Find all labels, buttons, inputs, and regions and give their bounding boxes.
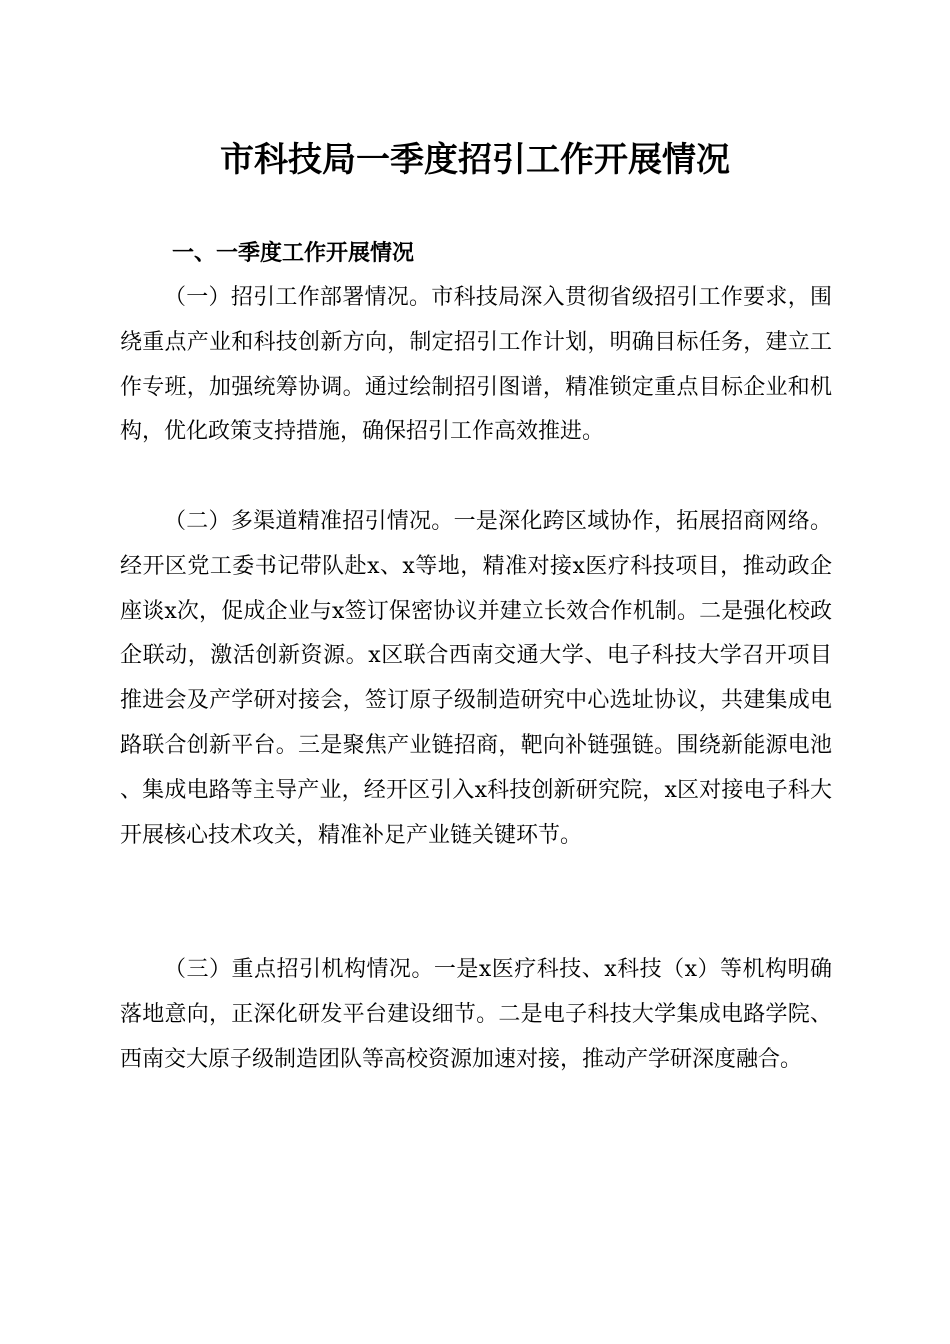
paragraph-deployment: [120, 276, 832, 455]
document-title: 市科技局一季度招引工作开展情况: [220, 140, 730, 180]
paragraph-key-institutions: [120, 948, 832, 1082]
paragraph-text: （二）多渠道精准招引情况。一是深化跨区域协作，拓展招商网络。经开区党工委书记带队赴x、x等地，精准对接x医疗科技项目，推动政企座谈x次，促成企业与x签订保密协议并建立长效合作机制。二是强化校政企联动，激活创新资源。x区联合西南交通大学、电子科技大学召开项目推进会及产学研对接会，签订原子级制造研究中心选址协议，共建集成电路联合创新平台。三是聚焦产业链招商，靶向补链强链。围绕新能源电池、集成电路等主导产业，经开区引入x科技创新研究院，x区对接电子科大开展核心技术攻关，精准补足产业链关键环节。: [120, 509, 832, 848]
section-heading: 一、一季度工作开展情况: [172, 241, 415, 266]
paragraph-multichannel: [120, 500, 832, 858]
paragraph-text: （三）重点招引机构情况。一是x医疗科技、x科技（x）等机构明确落地意向，正深化研发平台建设细节。二是电子科技大学集成电路学院、西南交大原子级制造团队等高校资源加速对接，推动产学研深度融合。: [120, 957, 832, 1072]
paragraph-text: （一）招引工作部署情况。市科技局深入贯彻省级招引工作要求，围绕重点产业和科技创新方向，制定招引工作计划，明确目标任务，建立工作专班，加强统筹协调。通过绘制招引图谱，精准锁定重点目标企业和机构，优化政策支持措施，确保招引工作高效推进。: [120, 285, 832, 445]
